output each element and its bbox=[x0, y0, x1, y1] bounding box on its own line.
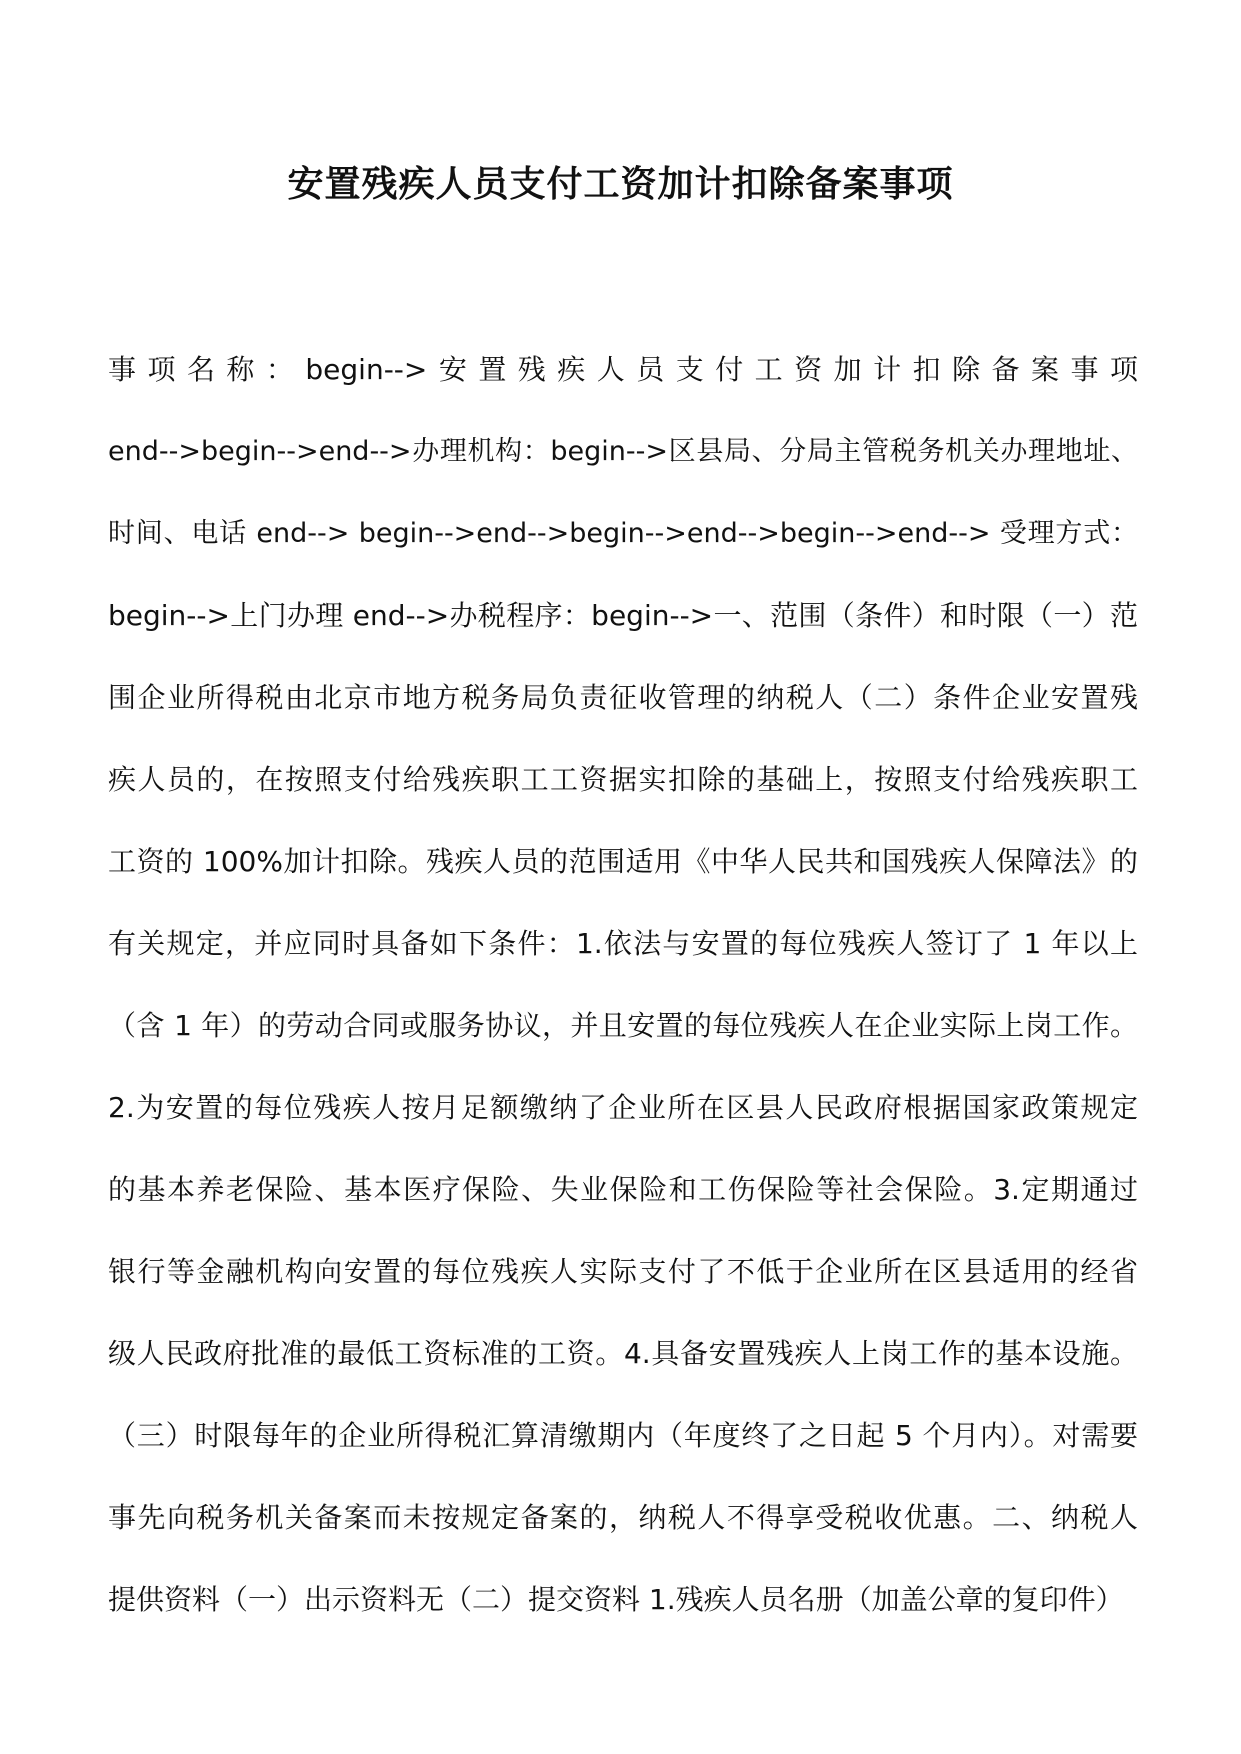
body-line: 事项名称：begin-->安置残疾人员支付工资加计扣除备案事项 bbox=[108, 353, 1138, 386]
document-body bbox=[108, 343, 1138, 1655]
body-line: 有关规定，并应同时具备如下条件：1.依法与安置的每位残疾人签订了 1 年以上 bbox=[108, 927, 1138, 960]
body-line: 银行等金融机构向安置的每位残疾人实际支付了不低于企业所在区县适用的经省 bbox=[108, 1255, 1138, 1288]
body-line: 时间、电话 end--> begin-->end-->begin-->end-->begin-->end--> 受理方式： bbox=[108, 518, 1138, 549]
body-line: begin-->上门办理 end-->办税程序：begin-->一、范围（条件）和时限（一）范 bbox=[108, 599, 1138, 632]
body-line: end-->begin-->end-->办理机构：begin-->区县局、分局主管税务机关办理地址、 bbox=[108, 436, 1138, 467]
body-line: 事先向税务机关备案而未按规定备案的，纳税人不得享受税收优惠。二、纳税人 bbox=[108, 1501, 1138, 1534]
body-line: 提供资料（一）出示资料无（二）提交资料 1.残疾人员名册（加盖公章的复印件） bbox=[108, 1583, 1124, 1616]
body-line: 2.为安置的每位残疾人按月足额缴纳了企业所在区县人民政府根据国家政策规定 bbox=[108, 1091, 1138, 1124]
document-title: 安置残疾人员支付工资加计扣除备案事项 bbox=[287, 163, 954, 205]
body-line: 围企业所得税由北京市地方税务局负责征收管理的纳税人（二）条件企业安置残 bbox=[108, 681, 1138, 714]
body-line: （三）时限每年的企业所得税汇算清缴期内（年度终了之日起 5 个月内）。对需要 bbox=[108, 1419, 1138, 1452]
body-line: 疾人员的，在按照支付给残疾职工工资据实扣除的基础上，按照支付给残疾职工 bbox=[108, 763, 1138, 796]
body-line: 级人民政府批准的最低工资标准的工资。4.具备安置残疾人上岗工作的基本设施。 bbox=[108, 1337, 1138, 1370]
body-line: 工资的 100%加计扣除。残疾人员的范围适用《中华人民共和国残疾人保障法》的 bbox=[108, 845, 1138, 878]
body-line: 的基本养老保险、基本医疗保险、失业保险和工伤保险等社会保险。3.定期通过 bbox=[108, 1173, 1138, 1206]
body-line: （含 1 年）的劳动合同或服务协议，并且安置的每位残疾人在企业实际上岗工作。 bbox=[108, 1009, 1138, 1042]
